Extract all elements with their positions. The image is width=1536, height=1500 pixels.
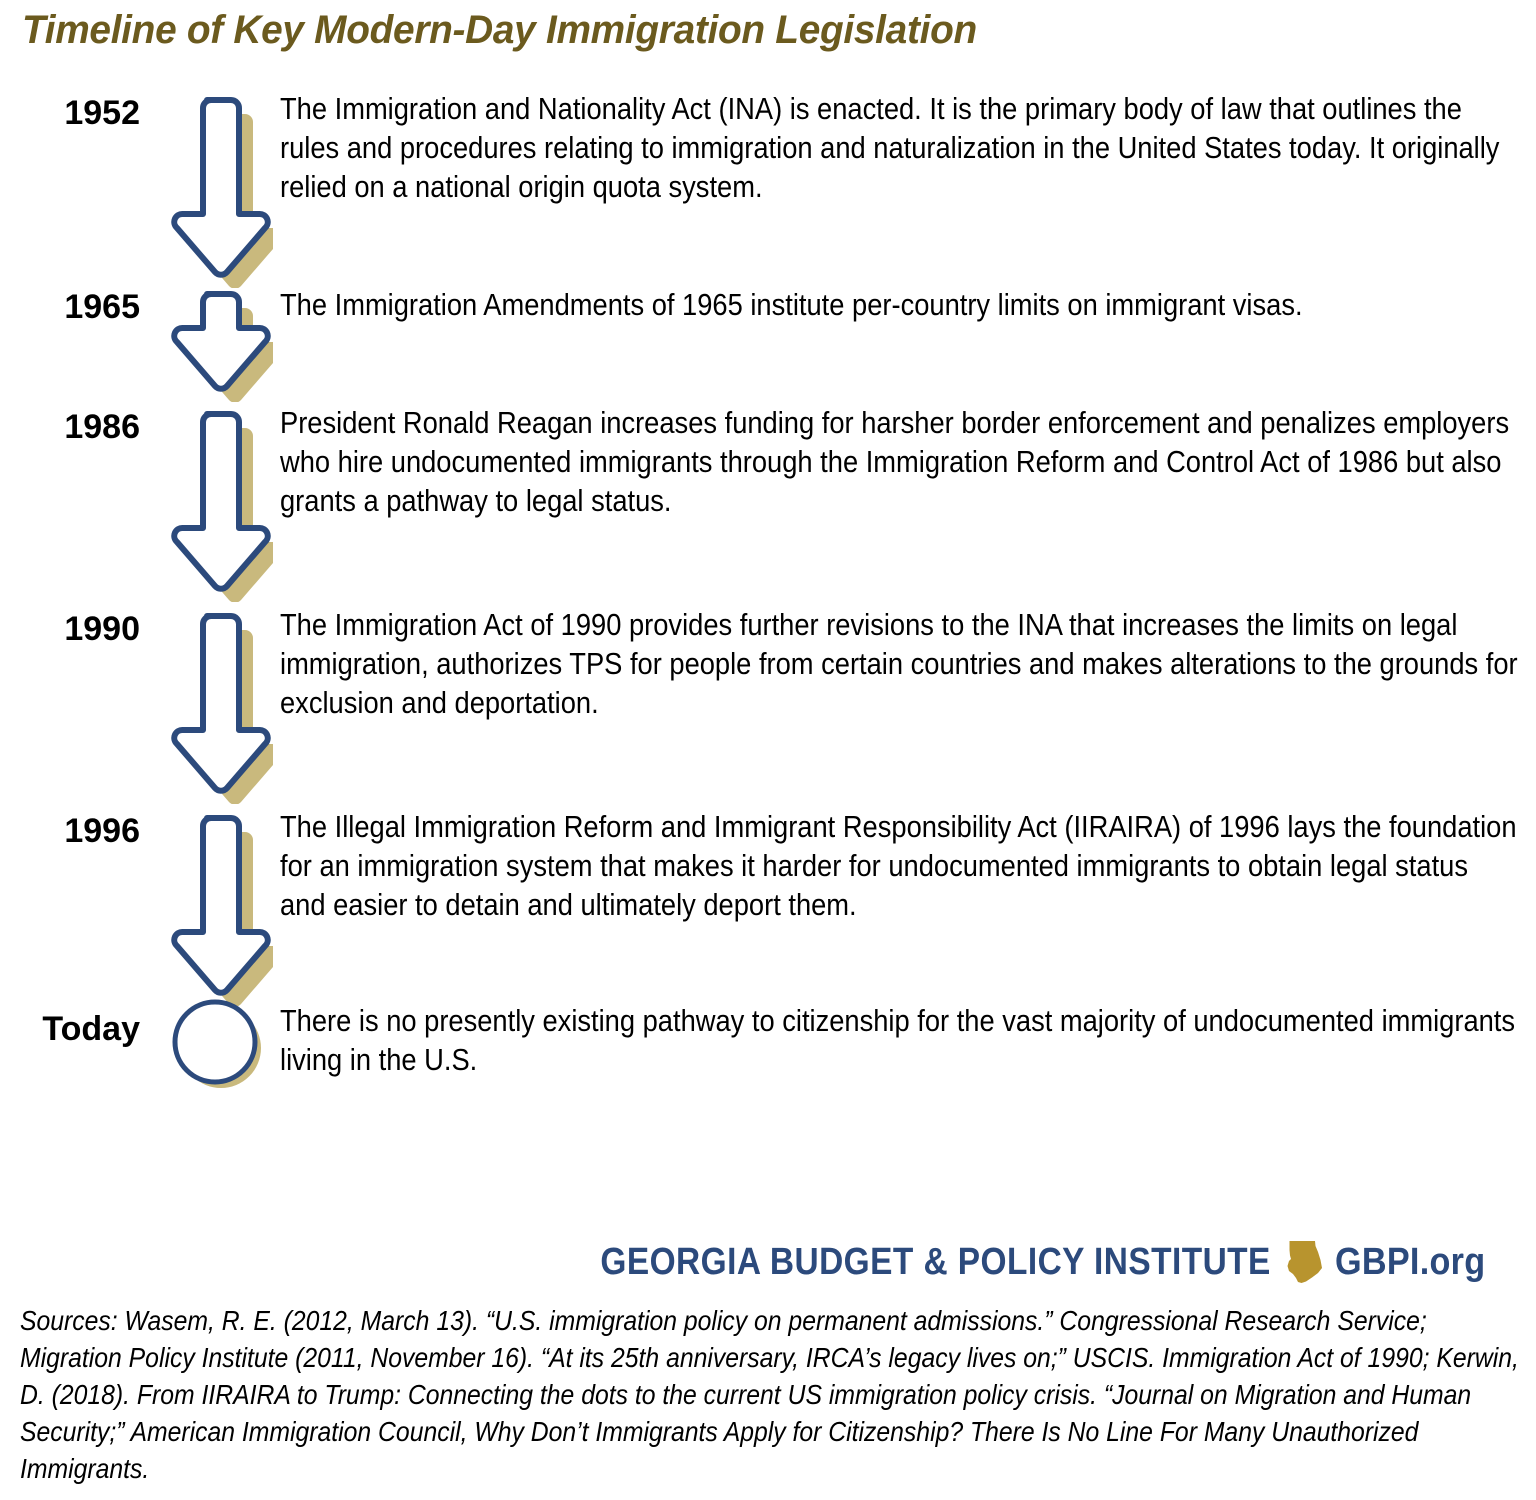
entry-text-1952: The Immigration and Nationality Act (INA) is enacted. It is the primary body of law that outlines the rules and procedures relating to immigration and naturalization in the United States today. It originally relied on a national origin quota system. xyxy=(280,92,1500,204)
entry-text-1996: The Illegal Immigration Reform and Immigrant Responsibility Act (IIRAIRA) of 1996 lays the foundation for an immigration system that makes it harder for undocumented immigrants to obtain legal status and easier to detain and ultimately deport them. xyxy=(280,810,1517,922)
organization-name: GEORGIA BUDGET & POLICY INSTITUTE xyxy=(600,1240,1271,1283)
entry-text-today: There is no presently existing pathway to citizenship for the vast majority of undocumented immigrants living in the U.S. xyxy=(280,1004,1516,1077)
entry-text-1990: The Immigration Act of 1990 provides further revisions to the INA that increases the limits on legal immigration, authorizes TPS for people from certain countries and makes alterations to the grounds for exclusion and deportation. xyxy=(280,608,1518,720)
timeline-entry-today xyxy=(0,994,1536,1096)
entry-text-cell-1996 xyxy=(280,798,1536,925)
timeline-entry-1996 xyxy=(0,798,1536,1006)
year-label-1986: 1986 xyxy=(64,408,140,446)
entry-text-cell-1952 xyxy=(280,82,1536,207)
entry-text-1986: President Ronald Reagan increases funding for harsher border enforcement and penalizes employers who hire undocumented immigrants through the Immigration Reform and Control Act of 1986 but also grants a pathway to legal status. xyxy=(280,406,1510,518)
timeline-entry-1952 xyxy=(0,82,1536,288)
down-arrow-icon xyxy=(165,604,273,804)
down-arrow-icon xyxy=(165,402,273,602)
page-title: Timeline of Key Modern-Day Immigration Legislation xyxy=(22,8,977,52)
down-arrow-icon xyxy=(165,806,273,1006)
marker-1990 xyxy=(158,596,280,804)
year-label-1965: 1965 xyxy=(64,288,140,326)
down-arrow-icon xyxy=(165,282,273,402)
marker-1986 xyxy=(158,394,280,602)
entry-text-cell-1990 xyxy=(280,596,1536,723)
entry-text-1965: The Immigration Amendments of 1965 institute per-country limits on immigrant visas. xyxy=(280,288,1303,322)
down-arrow-icon xyxy=(165,88,273,288)
timeline xyxy=(0,82,1536,1096)
year-label-today: Today xyxy=(42,1010,140,1048)
year-label-1996: 1996 xyxy=(64,812,140,850)
entry-text-cell-1986 xyxy=(280,394,1536,521)
timeline-entry-1990 xyxy=(0,596,1536,804)
year-label-1952: 1952 xyxy=(64,94,140,132)
marker-1965 xyxy=(158,272,280,402)
timeline-entry-1965 xyxy=(0,272,1536,402)
timeline-entry-1986 xyxy=(0,394,1536,602)
sources-note: Sources: Wasem, R. E. (2012, March 13). “U.S. immigration policy on permanent admissions.” Congressional Research Service; Migration Policy Institute (2011, November 16). “At its 25th anniversary, IRCA’s legacy lives on;” USCIS. Immigration Act of 1990; Kerwin, D. (2018). From IIRAIRA to Trump: Connecting the dots to the current US immigration policy crisis. “Journal on Migration and Human Security;” American Immigration Council, Why Don’t Immigrants Apply for Citizenship? There Is No Line For Many Unauthorized Immigrants. xyxy=(20,1305,1519,1484)
website-url[interactable]: GBPI.org xyxy=(1334,1240,1486,1283)
marker-1952 xyxy=(158,82,280,288)
marker-1996 xyxy=(158,798,280,1006)
gbpi-logo xyxy=(0,1238,1536,1286)
entry-text-cell-1965 xyxy=(280,272,1536,325)
circle-icon xyxy=(165,996,273,1096)
year-label-1990: 1990 xyxy=(64,610,140,648)
georgia-state-icon xyxy=(1285,1238,1325,1286)
entry-text-cell-today xyxy=(280,994,1536,1080)
marker-today xyxy=(158,994,280,1096)
